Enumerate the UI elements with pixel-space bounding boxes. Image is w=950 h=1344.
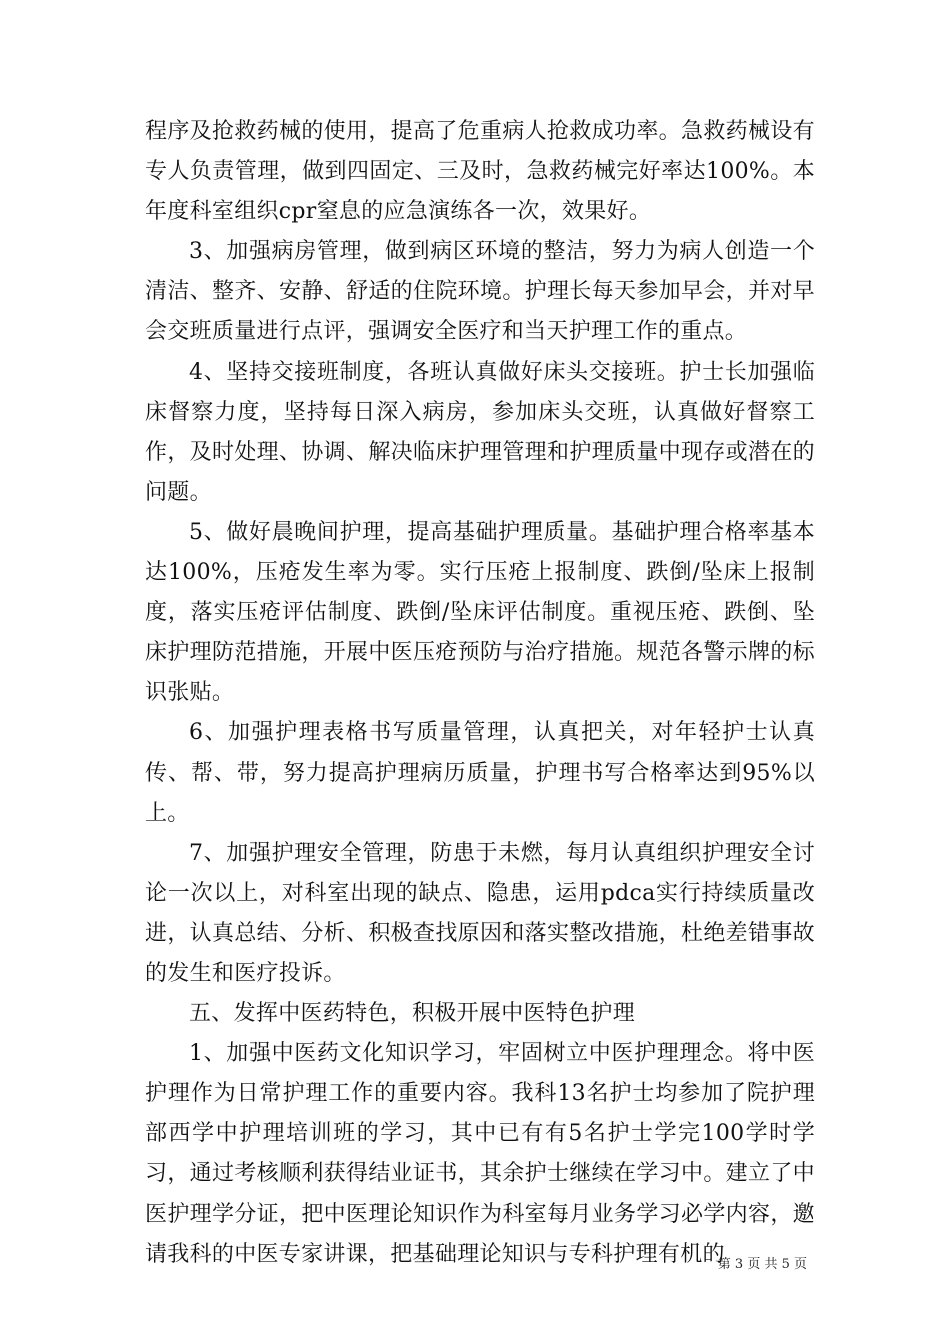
page-number: 第 3 页 共 5 页 [717, 1257, 807, 1272]
section-heading-tcm: 五、发挥中医药特色，积极开展中医特色护理 [189, 1001, 636, 1027]
document-body [145, 112, 815, 1275]
paragraph-record-quality: 6、加强护理表格书写质量管理，认真把关，对年轻护士认真传、帮、带，努力提高护理病历质量，护理书写合格率达到95%以上。 [145, 720, 815, 826]
paragraph-tcm-learning: 1、加强中医药文化知识学习，牢固树立中医护理理念。将中医护理作为日常护理工作的重要内容。我科13名护士均参加了院护理部西学中护理培训班的学习，其中已有有5名护士学完100学时学习，通过考核顺利获得结业证书，其余护士继续在学习中。建立了中医护理学分证，把中医理论知识作为科室每月业务学习必学内容，邀请我科的中医专家讲课，把基础理论知识与专科护理有机的 [145, 1041, 815, 1267]
paragraph-shift-handover: 4、坚持交接班制度，各班认真做好床头交接班。护士长加强临床督察力度，坚持每日深入病房，参加床头交班，认真做好督察工作，及时处理、协调、解决临床护理管理和护理质量中现存或潜在的问题。 [145, 359, 815, 505]
paragraph-ward-management: 3、加强病房管理，做到病区环境的整洁，努力为病人创造一个清洁、整齐、安静、舒适的住院环境。护理长每天参加早会，并对早会交班质量进行点评，强调安全医疗和当天护理工作的重点。 [145, 239, 815, 345]
paragraph-basic-nursing: 5、做好晨晚间护理，提高基础护理质量。基础护理合格率基本达100%，压疮发生率为零。实行压疮上报制度、跌倒/坠床上报制度，落实压疮评估制度、跌倒/坠床评估制度。重视压疮、跌倒、坠床护理防范措施，开展中医压疮预防与治疗措施。规范各警示牌的标识张贴。 [145, 519, 815, 706]
paragraph-continuation: 程序及抢救药械的使用，提高了危重病人抢救成功率。急救药械设有专人负责管理，做到四固定、三及时，急救药械完好率达100%。本年度科室组织cpr窒息的应急演练各一次，效果好。 [145, 119, 815, 225]
paragraph-safety-management: 7、加强护理安全管理，防患于未燃，每月认真组织护理安全讨论一次以上，对科室出现的缺点、隐患，运用pdca实行持续质量改进，认真总结、分析、积极查找原因和落实整改措施，杜绝差错事故的发生和医疗投诉。 [145, 840, 815, 986]
